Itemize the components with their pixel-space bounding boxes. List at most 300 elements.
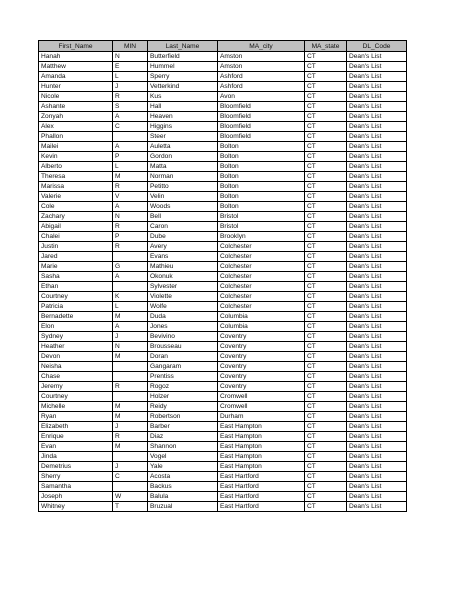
cell-last-name: Brousseau (148, 342, 218, 352)
cell-dl-code: Dean's List (347, 62, 407, 72)
cell-min: E (113, 62, 148, 72)
column-header-ma-state: MA_state (305, 41, 347, 52)
cell-ma-city: Bristol (218, 212, 305, 222)
cell-min: J (113, 332, 148, 342)
cell-last-name: Rogoz (148, 382, 218, 392)
cell-dl-code: Dean's List (347, 462, 407, 472)
cell-first-name: Justin (39, 242, 113, 252)
cell-dl-code: Dean's List (347, 412, 407, 422)
cell-first-name: Sydney (39, 332, 113, 342)
cell-dl-code: Dean's List (347, 222, 407, 232)
cell-ma-state: CT (305, 362, 347, 372)
cell-first-name: Matthew (39, 62, 113, 72)
cell-last-name: Doran (148, 352, 218, 362)
header-row (39, 41, 407, 52)
column-header-ma-city: MA_city (218, 41, 305, 52)
cell-ma-city: East Hartford (218, 502, 305, 512)
table-row (39, 162, 407, 172)
cell-ma-state: CT (305, 162, 347, 172)
cell-last-name: Bruzual (148, 502, 218, 512)
cell-dl-code: Dean's List (347, 302, 407, 312)
cell-ma-state: CT (305, 372, 347, 382)
cell-min (113, 452, 148, 462)
cell-last-name: Bevivino (148, 332, 218, 342)
table-row (39, 322, 407, 332)
table-row (39, 142, 407, 152)
cell-last-name: Okonuk (148, 272, 218, 282)
cell-last-name: Acosta (148, 472, 218, 482)
cell-ma-state: CT (305, 462, 347, 472)
cell-dl-code: Dean's List (347, 102, 407, 112)
cell-ma-city: Bolton (218, 202, 305, 212)
cell-min: J (113, 462, 148, 472)
cell-min: R (113, 182, 148, 192)
cell-min: L (113, 302, 148, 312)
cell-min: J (113, 422, 148, 432)
cell-ma-city: Colchester (218, 252, 305, 262)
cell-min: P (113, 152, 148, 162)
cell-min (113, 392, 148, 402)
cell-ma-state: CT (305, 112, 347, 122)
cell-dl-code: Dean's List (347, 142, 407, 152)
table-row (39, 242, 407, 252)
cell-ma-state: CT (305, 272, 347, 282)
table-row (39, 442, 407, 452)
cell-dl-code: Dean's List (347, 152, 407, 162)
cell-dl-code: Dean's List (347, 252, 407, 262)
cell-min: L (113, 72, 148, 82)
cell-last-name: Higgins (148, 122, 218, 132)
cell-first-name: Patricia (39, 302, 113, 312)
cell-ma-city: Coventry (218, 332, 305, 342)
cell-ma-city: Durham (218, 412, 305, 422)
cell-ma-city: Bolton (218, 152, 305, 162)
cell-ma-state: CT (305, 312, 347, 322)
cell-last-name: Hall (148, 102, 218, 112)
cell-last-name: Sperry (148, 72, 218, 82)
cell-last-name: Violette (148, 292, 218, 302)
cell-ma-state: CT (305, 412, 347, 422)
column-header-last-name: Last_Name (148, 41, 218, 52)
cell-ma-state: CT (305, 432, 347, 442)
spreadsheet-page (38, 40, 407, 512)
cell-ma-city: Ashford (218, 82, 305, 92)
cell-ma-city: East Hartford (218, 472, 305, 482)
cell-last-name: Petitto (148, 182, 218, 192)
cell-dl-code: Dean's List (347, 92, 407, 102)
cell-ma-state: CT (305, 342, 347, 352)
cell-min: R (113, 432, 148, 442)
table-row (39, 282, 407, 292)
cell-first-name: Jinda (39, 452, 113, 462)
cell-min: J (113, 82, 148, 92)
cell-first-name: Phallon (39, 132, 113, 142)
cell-ma-state: CT (305, 252, 347, 262)
cell-dl-code: Dean's List (347, 322, 407, 332)
cell-first-name: Ryan (39, 412, 113, 422)
table-row (39, 92, 407, 102)
cell-last-name: Butterfield (148, 52, 218, 62)
cell-first-name: Jared (39, 252, 113, 262)
cell-last-name: Balula (148, 492, 218, 502)
cell-last-name: Norman (148, 172, 218, 182)
cell-first-name: Elon (39, 322, 113, 332)
cell-first-name: Neisha (39, 362, 113, 372)
cell-dl-code: Dean's List (347, 82, 407, 92)
cell-last-name: Gordon (148, 152, 218, 162)
cell-first-name: Nicole (39, 92, 113, 102)
cell-ma-city: Brooklyn (218, 232, 305, 242)
cell-last-name: Robertson (148, 412, 218, 422)
cell-dl-code: Dean's List (347, 172, 407, 182)
cell-last-name: Vetterkind (148, 82, 218, 92)
cell-min: A (113, 112, 148, 122)
cell-last-name: Prentiss (148, 372, 218, 382)
cell-dl-code: Dean's List (347, 182, 407, 192)
cell-ma-state: CT (305, 262, 347, 272)
cell-dl-code: Dean's List (347, 432, 407, 442)
cell-min: A (113, 322, 148, 332)
table-row (39, 472, 407, 482)
table-row (39, 232, 407, 242)
cell-dl-code: Dean's List (347, 472, 407, 482)
cell-first-name: Cole (39, 202, 113, 212)
cell-ma-city: Columbia (218, 322, 305, 332)
table-row (39, 62, 407, 72)
cell-dl-code: Dean's List (347, 392, 407, 402)
table-row (39, 402, 407, 412)
cell-dl-code: Dean's List (347, 492, 407, 502)
table-row (39, 102, 407, 112)
table-row (39, 152, 407, 162)
cell-first-name: Zachary (39, 212, 113, 222)
cell-ma-state: CT (305, 82, 347, 92)
cell-dl-code: Dean's List (347, 132, 407, 142)
cell-min: W (113, 492, 148, 502)
table-row (39, 212, 407, 222)
cell-dl-code: Dean's List (347, 422, 407, 432)
cell-min (113, 132, 148, 142)
table-row (39, 112, 407, 122)
cell-ma-city: Bloomfield (218, 132, 305, 142)
cell-last-name: Avery (148, 242, 218, 252)
cell-ma-state: CT (305, 92, 347, 102)
cell-last-name: Hummel (148, 62, 218, 72)
cell-ma-city: Bristol (218, 222, 305, 232)
cell-min: G (113, 262, 148, 272)
cell-ma-city: Colchester (218, 302, 305, 312)
cell-ma-state: CT (305, 332, 347, 342)
table-row (39, 122, 407, 132)
table-row (39, 82, 407, 92)
cell-dl-code: Dean's List (347, 162, 407, 172)
table-row (39, 132, 407, 142)
cell-first-name: Amanda (39, 72, 113, 82)
cell-min: M (113, 442, 148, 452)
table-row (39, 492, 407, 502)
table-row (39, 482, 407, 492)
table-row (39, 372, 407, 382)
column-header-first-name: First_Name (39, 41, 113, 52)
cell-ma-state: CT (305, 242, 347, 252)
cell-min: N (113, 212, 148, 222)
cell-ma-state: CT (305, 442, 347, 452)
cell-last-name: Vogel (148, 452, 218, 462)
cell-dl-code: Dean's List (347, 112, 407, 122)
cell-dl-code: Dean's List (347, 362, 407, 372)
cell-dl-code: Dean's List (347, 262, 407, 272)
cell-ma-city: Bolton (218, 162, 305, 172)
cell-ma-state: CT (305, 102, 347, 112)
column-header-min: MIN (113, 41, 148, 52)
cell-min: P (113, 232, 148, 242)
table-row (39, 422, 407, 432)
cell-first-name: Whitney (39, 502, 113, 512)
cell-ma-state: CT (305, 62, 347, 72)
table-row (39, 352, 407, 362)
cell-last-name: Reidy (148, 402, 218, 412)
table-row (39, 292, 407, 302)
cell-min: M (113, 412, 148, 422)
cell-ma-state: CT (305, 302, 347, 312)
cell-dl-code: Dean's List (347, 122, 407, 132)
cell-min: A (113, 272, 148, 282)
cell-min: T (113, 502, 148, 512)
table-row (39, 252, 407, 262)
cell-first-name: Jeremy (39, 382, 113, 392)
cell-ma-city: Ashford (218, 72, 305, 82)
table-row (39, 332, 407, 342)
cell-first-name: Sasha (39, 272, 113, 282)
cell-last-name: Matta (148, 162, 218, 172)
table-row (39, 462, 407, 472)
cell-ma-state: CT (305, 152, 347, 162)
table-row (39, 342, 407, 352)
cell-ma-state: CT (305, 402, 347, 412)
cell-min: N (113, 342, 148, 352)
cell-ma-city: Colchester (218, 272, 305, 282)
cell-first-name: Valerie (39, 192, 113, 202)
cell-first-name: Samantha (39, 482, 113, 492)
cell-ma-state: CT (305, 192, 347, 202)
cell-ma-city: Coventry (218, 372, 305, 382)
cell-ma-state: CT (305, 202, 347, 212)
cell-last-name: Velin (148, 192, 218, 202)
cell-last-name: Shannon (148, 442, 218, 452)
cell-first-name: Heather (39, 342, 113, 352)
cell-last-name: Backus (148, 482, 218, 492)
cell-ma-state: CT (305, 492, 347, 502)
cell-ma-city: East Hampton (218, 452, 305, 462)
cell-min: N (113, 52, 148, 62)
cell-ma-city: Bolton (218, 142, 305, 152)
cell-dl-code: Dean's List (347, 332, 407, 342)
cell-ma-city: East Hampton (218, 422, 305, 432)
table-row (39, 262, 407, 272)
cell-ma-city: Bolton (218, 172, 305, 182)
cell-ma-state: CT (305, 52, 347, 62)
cell-first-name: Enrique (39, 432, 113, 442)
cell-last-name: Caron (148, 222, 218, 232)
cell-ma-state: CT (305, 422, 347, 432)
cell-dl-code: Dean's List (347, 232, 407, 242)
cell-ma-state: CT (305, 212, 347, 222)
cell-first-name: Ethan (39, 282, 113, 292)
cell-ma-city: Coventry (218, 362, 305, 372)
cell-ma-state: CT (305, 382, 347, 392)
table-row (39, 502, 407, 512)
cell-dl-code: Dean's List (347, 402, 407, 412)
cell-min (113, 372, 148, 382)
cell-ma-state: CT (305, 502, 347, 512)
cell-ma-state: CT (305, 472, 347, 482)
cell-ma-city: Colchester (218, 292, 305, 302)
cell-ma-city: East Hampton (218, 442, 305, 452)
table-row (39, 222, 407, 232)
cell-ma-city: Colchester (218, 242, 305, 252)
cell-dl-code: Dean's List (347, 442, 407, 452)
cell-min: L (113, 162, 148, 172)
cell-last-name: Holzer (148, 392, 218, 402)
cell-min: C (113, 122, 148, 132)
cell-last-name: Heaven (148, 112, 218, 122)
cell-min: M (113, 312, 148, 322)
deans-list-table (38, 40, 407, 512)
cell-first-name: Devon (39, 352, 113, 362)
cell-ma-state: CT (305, 142, 347, 152)
cell-dl-code: Dean's List (347, 372, 407, 382)
cell-ma-city: Colchester (218, 282, 305, 292)
cell-first-name: Abigail (39, 222, 113, 232)
table-row (39, 362, 407, 372)
table-row (39, 172, 407, 182)
cell-ma-state: CT (305, 172, 347, 182)
cell-ma-city: Cromwell (218, 402, 305, 412)
cell-ma-city: East Hampton (218, 432, 305, 442)
cell-ma-state: CT (305, 482, 347, 492)
cell-ma-city: Columbia (218, 312, 305, 322)
cell-ma-state: CT (305, 122, 347, 132)
cell-min: R (113, 92, 148, 102)
cell-ma-city: Coventry (218, 382, 305, 392)
cell-dl-code: Dean's List (347, 382, 407, 392)
cell-dl-code: Dean's List (347, 52, 407, 62)
cell-min (113, 282, 148, 292)
cell-min: S (113, 102, 148, 112)
cell-last-name: Bell (148, 212, 218, 222)
cell-ma-city: Avon (218, 92, 305, 102)
cell-last-name: Diaz (148, 432, 218, 442)
cell-first-name: Courtney (39, 292, 113, 302)
cell-min: K (113, 292, 148, 302)
cell-ma-state: CT (305, 72, 347, 82)
cell-ma-state: CT (305, 292, 347, 302)
cell-first-name: Theresa (39, 172, 113, 182)
table-row (39, 202, 407, 212)
cell-last-name: Steer (148, 132, 218, 142)
cell-dl-code: Dean's List (347, 212, 407, 222)
cell-ma-state: CT (305, 182, 347, 192)
column-header-dl-code: DL_Code (347, 41, 407, 52)
cell-first-name: Courtney (39, 392, 113, 402)
table-row (39, 302, 407, 312)
cell-dl-code: Dean's List (347, 352, 407, 362)
cell-last-name: Mathieu (148, 262, 218, 272)
table-row (39, 192, 407, 202)
cell-min (113, 482, 148, 492)
cell-dl-code: Dean's List (347, 452, 407, 462)
cell-dl-code: Dean's List (347, 242, 407, 252)
cell-last-name: Duda (148, 312, 218, 322)
cell-last-name: Wolfe (148, 302, 218, 312)
cell-first-name: Marie (39, 262, 113, 272)
cell-ma-city: Cromwell (218, 392, 305, 402)
table-row (39, 52, 407, 62)
cell-first-name: Hunter (39, 82, 113, 92)
cell-ma-state: CT (305, 282, 347, 292)
cell-first-name: Alberto (39, 162, 113, 172)
cell-ma-state: CT (305, 132, 347, 142)
cell-dl-code: Dean's List (347, 312, 407, 322)
cell-last-name: Woods (148, 202, 218, 212)
cell-first-name: Alex (39, 122, 113, 132)
cell-first-name: Sherry (39, 472, 113, 482)
cell-first-name: Kevin (39, 152, 113, 162)
cell-dl-code: Dean's List (347, 192, 407, 202)
cell-first-name: Zonyah (39, 112, 113, 122)
table-row (39, 312, 407, 322)
cell-dl-code: Dean's List (347, 342, 407, 352)
cell-min (113, 252, 148, 262)
cell-dl-code: Dean's List (347, 282, 407, 292)
cell-dl-code: Dean's List (347, 202, 407, 212)
table-row (39, 432, 407, 442)
cell-ma-city: Coventry (218, 352, 305, 362)
cell-first-name: Demetrius (39, 462, 113, 472)
cell-ma-state: CT (305, 352, 347, 362)
cell-ma-city: Amston (218, 52, 305, 62)
cell-first-name: Bernadette (39, 312, 113, 322)
cell-ma-state: CT (305, 392, 347, 402)
cell-ma-city: Bloomfield (218, 102, 305, 112)
cell-first-name: Chalei (39, 232, 113, 242)
cell-last-name: Kus (148, 92, 218, 102)
cell-ma-city: Bloomfield (218, 122, 305, 132)
cell-dl-code: Dean's List (347, 272, 407, 282)
cell-ma-city: Coventry (218, 342, 305, 352)
cell-ma-city: East Hartford (218, 482, 305, 492)
cell-min: A (113, 142, 148, 152)
table-row (39, 412, 407, 422)
cell-ma-city: Amston (218, 62, 305, 72)
cell-min: C (113, 472, 148, 482)
cell-ma-state: CT (305, 222, 347, 232)
cell-dl-code: Dean's List (347, 482, 407, 492)
cell-first-name: Hanah (39, 52, 113, 62)
cell-ma-city: East Hampton (218, 462, 305, 472)
cell-min: R (113, 242, 148, 252)
cell-ma-state: CT (305, 452, 347, 462)
table-row (39, 182, 407, 192)
cell-ma-city: East Hartford (218, 492, 305, 502)
table-row (39, 272, 407, 282)
cell-dl-code: Dean's List (347, 502, 407, 512)
cell-first-name: Joseph (39, 492, 113, 502)
cell-first-name: Chase (39, 372, 113, 382)
cell-min (113, 362, 148, 372)
cell-last-name: Auletta (148, 142, 218, 152)
cell-ma-city: Bloomfield (218, 112, 305, 122)
